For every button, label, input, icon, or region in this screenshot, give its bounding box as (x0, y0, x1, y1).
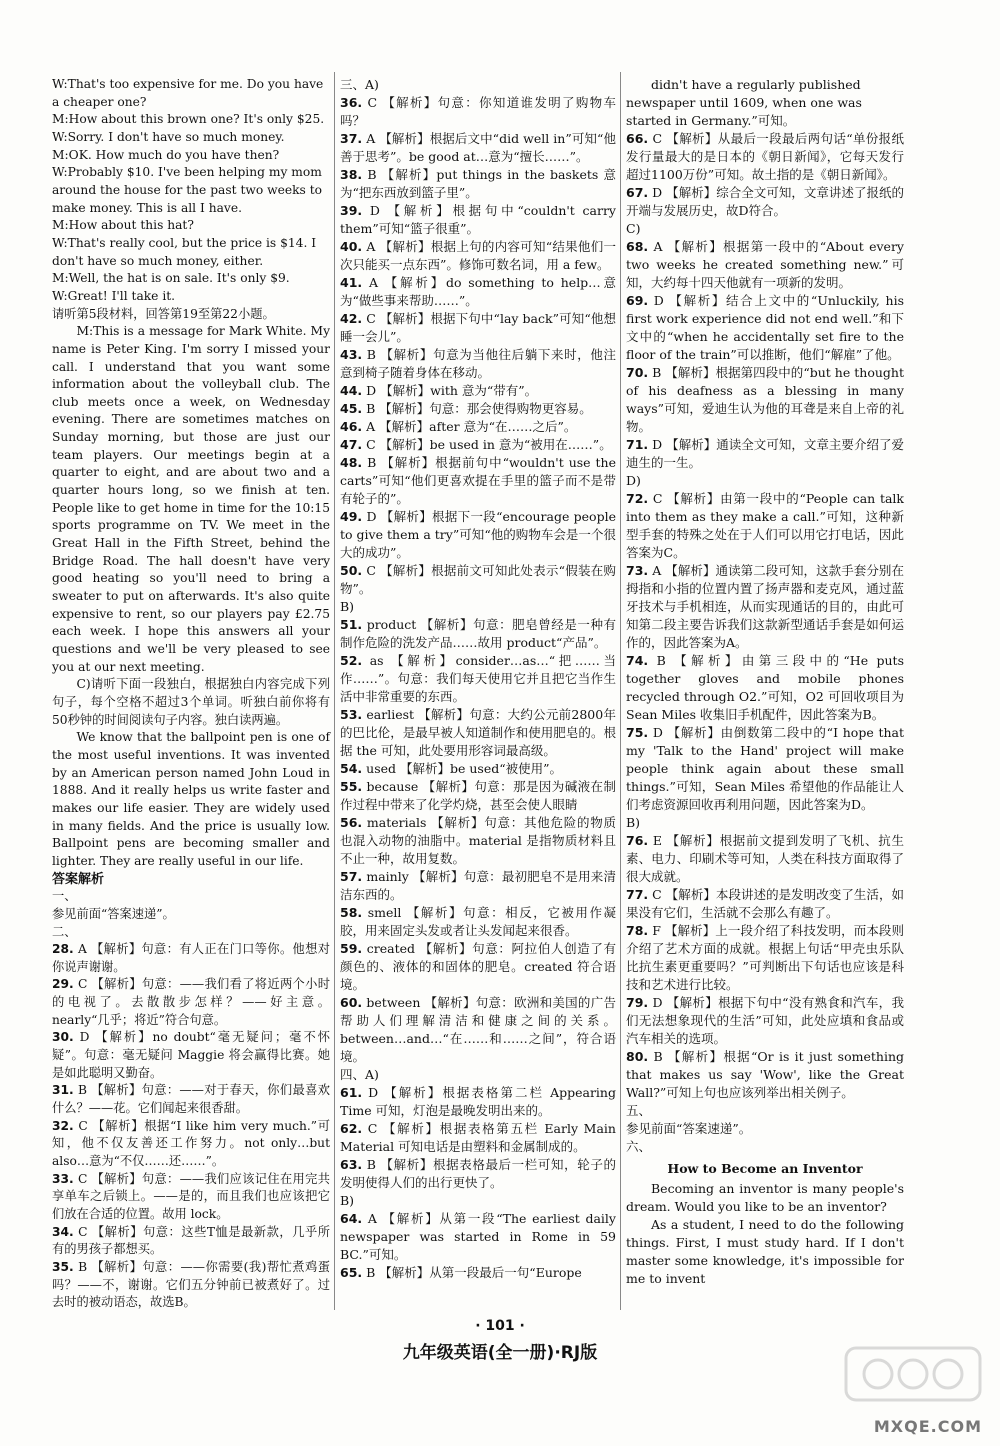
item-number: 67. (626, 185, 649, 200)
item-number: 70. (626, 365, 649, 380)
item-text: Becoming an inventor is many people's dream. Would you like to be an inventor? (626, 1181, 904, 1214)
item-text: D 【解析】由倒数第二段中的“I hope that my 'Talk to the Hand' project will make people think again about these small things.”可知，Sean Miles 希望他的作品能让人们考虑资源回收再利用问题，因此答案为D。 (626, 725, 904, 812)
item-number: 40. (340, 239, 363, 254)
text-line (52, 924, 330, 942)
item-text: B 【解析】由第三段中的“He puts together gloves and mobile phones recycled through O2.”可知，O2 可回收项目为 Sean Miles 收集旧手机配件，因此答案为B。 (626, 653, 904, 722)
item-number: 48. (340, 455, 363, 470)
item-text: B 【解析】句意为当他往后躺下来时，他注意到椅子随着身体在移动。 (340, 347, 616, 380)
item-text: M:This is a message for Mark White. My name is Peter King. I'm sorry I missed your call. I understand that you want some information about the volleyball club. The club meets once a week, on Wednesday evening. There are sometimes matches on Sunday morning, but those are just our team players. Our meetings begin at a quarter to eight, and are about two and a quarter hours long, so we finish at ten. People like to get home in time for the 10:15 sports programme on TV. We meet in the Great Hall in the Fifth Street, behind the Bridge Road. The hall doesn't have very good heating so you'll need to bring a sweater to put on afterwards. It's also quite expensive to rent, so our players pay £2.75 each week. I hope this answers all your questions and we'll be very pleased to see you at our next meeting. (52, 324, 330, 674)
item-text: M:OK. How much do you have then? (52, 147, 280, 162)
answer-item (340, 760, 616, 778)
item-number: 36. (340, 95, 363, 110)
item-text: D 【解析】根据下一段“encourage people to give them a try”可知“他的购物车会是一个很大的成功”。 (340, 509, 616, 560)
item-text: M:How about this hat? (52, 218, 194, 233)
item-number: 68. (626, 239, 649, 254)
item-text: D 【解析】结合上文中的“Unluckily, his first work experience did not end well.”和下文中的“when he accidentally set fire to the floor of the train”可以推断，他们“解雇”了他。 (626, 293, 904, 362)
answer-item (340, 778, 616, 814)
item-number: 47. (340, 437, 363, 452)
item-text: As a student, I need to do the following things. First, I must study hard. If I don't master some knowledge, it's impossible for me to invent (626, 1217, 904, 1286)
item-text: C 【解析】从最后一段最后两句话“单份报纸发行量最大的是日本的《朝日新闻》，它每天发行超过1100万份”可知。故土指的是《朝日新闻》。 (626, 131, 904, 182)
item-text: C 【解析】由第一段中的“People can talk into them as they make a call.”可知，这种新型手套的特殊之处在于人们可以用它打电话，因此答案为C。 (626, 491, 904, 560)
item-text: created 【解析】句意：阿拉伯人创造了有颜色的、液体的和固体的肥皂。created 符合语境。 (340, 941, 616, 992)
text-line (340, 1192, 616, 1210)
item-text: B 【解析】根据前句中“wouldn't use the carts”可知“他们更喜欢提在手里的篮子而不是带有轮子的”。 (340, 455, 616, 506)
item-text: W:Great! I'll take it. (52, 288, 176, 303)
item-text: product 【解析】句意：肥皂曾经是一种有制作危险的洗发产品……故用 product“产品”。 (340, 617, 616, 650)
item-number: 33. (52, 1171, 74, 1186)
answer-item (52, 1082, 330, 1117)
item-text: C 【解析】根据下句中“lay back”可知“他想睡一会儿”。 (340, 311, 616, 344)
item-text: A 【解析】do something to help…意为“做些事来帮助……”。 (340, 275, 616, 308)
item-text: E 【解析】根据前文提到发明了飞机、抗生素、电力、印刷术等可知，人类在科技方面取得了很大成就。 (626, 833, 904, 884)
item-number: 29. (52, 977, 74, 992)
item-text: B 【解析】根据表格最后一栏可知，轮子的发明使得人们的出行更快了。 (340, 1157, 616, 1190)
answer-item (340, 904, 616, 940)
answer-item (626, 1048, 904, 1102)
item-text: M:How about this brown one? It's only $25. (52, 112, 325, 127)
text-line (52, 76, 330, 111)
item-text: 参见前面“答案速递”。 (52, 906, 175, 921)
answer-item (626, 832, 904, 886)
item-text: 请听第5段材料，回答第19至第22小题。 (52, 306, 275, 321)
answer-item (626, 184, 904, 220)
item-number: 37. (340, 131, 363, 146)
text-line (52, 235, 330, 270)
answer-item (626, 994, 904, 1048)
answer-item (340, 994, 616, 1066)
item-text: F 【解析】上一段介绍了科技发明，而本段则介绍了艺术方面的成就。根据上句话“甲壳虫乐队比抗生素更重要吗？”可判断出下句话也应该是科技和艺术进行比较。 (626, 923, 904, 992)
item-number: 39. (340, 203, 363, 218)
answer-item (626, 652, 904, 724)
item-text: B 【解析】put things in the baskets 意为“把东西放到篮子里”。 (340, 167, 616, 200)
item-number: 30. (52, 1030, 74, 1045)
item-text: B 【解析】句意：那会使得购物更容易。 (366, 401, 592, 416)
item-text: 三、A) (340, 77, 379, 92)
item-text: B) (340, 1193, 355, 1208)
item-number: 42. (340, 311, 363, 326)
answer-item (340, 130, 616, 166)
item-text: C 【解析】句意：你知道谁发明了购物车吗？ (340, 95, 616, 128)
item-text: C 【解析】根据表格第五栏 Early Main Material 可知电话是由塑料和金属制成的。 (340, 1121, 616, 1154)
item-number: 43. (340, 347, 363, 362)
item-number: 59. (340, 941, 363, 956)
answer-item (52, 941, 330, 976)
answer-item (340, 1156, 616, 1192)
text-line (52, 217, 330, 235)
item-text: 五、 (626, 1103, 652, 1118)
item-number: 50. (340, 563, 363, 578)
text-line (626, 76, 904, 130)
text-line (626, 1102, 904, 1120)
answer-item (340, 274, 616, 310)
answer-item (626, 922, 904, 994)
item-number: 77. (626, 887, 649, 902)
item-number: 63. (340, 1157, 363, 1172)
answer-item (626, 724, 904, 814)
answer-item (340, 706, 616, 760)
paragraph (626, 1180, 904, 1216)
text-line (626, 472, 904, 490)
item-number: 69. (626, 293, 649, 308)
answer-item (340, 400, 616, 418)
item-text: We know that the ballpoint pen is one of the most useful inventions. It was invented by an American person named John Loud in 1888. And it really helps us write faster and makes our life easier. They are widely used in many fields. And the price is usually low. Ballpoint pens are becoming smaller and lighter. They are really useful in our life. (52, 730, 330, 868)
item-text: C 【解析】句意：这些T恤是最新款，几乎所有的男孩子都想买。 (52, 1224, 330, 1257)
item-number: 31. (52, 1083, 74, 1098)
answer-item (340, 418, 616, 436)
item-text: 参见前面“答案速递”。 (626, 1121, 752, 1136)
item-number: 44. (340, 383, 363, 398)
item-number: 55. (340, 779, 363, 794)
item-text: C 【解析】句意：——我们应该记住在用完共享单车之后锁上。——是的，而且我们也应该把它们放在合适的位置。故用 lock。 (52, 1171, 330, 1221)
item-number: 51. (340, 617, 363, 632)
item-text: D) (626, 473, 641, 488)
item-text: A 【解析】根据上句的内容可知“结果他们一次只能买一点东西”。修饰可数名词，用 a few。 (340, 239, 616, 272)
text-line (52, 906, 330, 924)
item-text: B 【解析】从第一段最后一句“Europe (366, 1265, 582, 1280)
item-number: 35. (52, 1259, 74, 1274)
answer-item (340, 940, 616, 994)
text-line (626, 220, 904, 238)
answer-item (340, 346, 616, 382)
text-line (52, 270, 330, 288)
item-text: C 【解析】本段讲述的是发明改变了生活，如果没有它们，生活就不会那么有趣了。 (626, 887, 904, 920)
item-text: C 【解析】根据前文可知此处表示“假装在购物”。 (340, 563, 616, 596)
item-number: 61. (340, 1085, 363, 1100)
item-text: didn't have a regularly published newspaper until 1609, when one was started in Germany.”可知。 (626, 77, 866, 128)
item-text: C)请听下面一段独白，根据独白内容完成下列句子，每个空格不超过3个单词。听独白前你将有50秒钟的时间阅读句子内容。独白读两遍。 (52, 677, 330, 727)
item-number: 28. (52, 942, 74, 957)
answer-item (52, 1171, 330, 1224)
answer-item (340, 1084, 616, 1120)
text-line (52, 111, 330, 129)
column-left (52, 76, 330, 1312)
watermark-text: MXQE.COM (873, 1417, 982, 1436)
item-text: B) (340, 599, 355, 614)
item-text: D 【解析】no doubt“毫无疑问；毫不怀疑”。句意：毫无疑问 Maggie 将会赢得比赛。她是如此聪明又勤奋。 (52, 1030, 330, 1080)
item-text: 二、 (52, 924, 77, 939)
answer-item (340, 814, 616, 868)
item-text: 一、 (52, 889, 77, 904)
item-text: 答案解析 (52, 871, 105, 887)
item-number: 41. (340, 275, 363, 290)
item-number: 66. (626, 131, 649, 146)
item-text: C) (626, 221, 641, 236)
answer-item (340, 382, 616, 400)
answer-item (340, 652, 616, 706)
item-number: 62. (340, 1121, 363, 1136)
answer-item (340, 562, 616, 598)
answer-item (340, 202, 616, 238)
item-number: 49. (340, 509, 363, 524)
answer-item (340, 436, 616, 454)
item-text: 六、 (626, 1139, 652, 1154)
answer-item (340, 166, 616, 202)
column-middle (340, 76, 616, 1282)
book-title: 九年级英语(全一册)·RJ版 (402, 1343, 598, 1363)
item-text: mainly 【解析】句意：最初肥皂不是用来清洁东西的。 (340, 869, 616, 902)
item-text: A 【解析】句意：有人正在门口等你。他想对你说声谢谢。 (52, 942, 330, 974)
item-text: W:Sorry. I don't have so much money. (52, 129, 285, 144)
text-line (52, 129, 330, 147)
item-text: W:Probably $10. I've been helping my mom around the house for the past two weeks to make money. This is all I have. (52, 165, 326, 215)
item-text: between 【解析】句意：欧洲和美国的广告帮助人们理解清洁和健康之间的关系。between…and…“在……和……之间”，符合语境。 (340, 995, 616, 1064)
item-number: 53. (340, 707, 363, 722)
item-number: 58. (340, 905, 363, 920)
item-number: 79. (626, 995, 649, 1010)
text-line (340, 1066, 616, 1084)
answer-item (340, 238, 616, 274)
item-text: D 【解析】通读全文可知，文章主要介绍了爱迪生的一生。 (626, 437, 904, 470)
text-line (52, 888, 330, 906)
page-number: · 101 · (475, 1318, 525, 1334)
item-text: as 【解析】consider…as…“把……当作……”。句意：我们每天使用它并且把它当作生活中非常重要的东西。 (340, 653, 616, 704)
paragraph (52, 729, 330, 870)
text-line (626, 814, 904, 832)
item-number: 52. (340, 653, 363, 668)
item-number: 56. (340, 815, 363, 830)
item-number: 32. (52, 1118, 74, 1133)
item-text: M:Well, the hat is on sale. It's only $9. (52, 271, 290, 286)
item-text: C 【解析】句意：——我们看了将近两个小时的电视了。去散散步怎样？——好主意。nearly“几乎；将近”符合句意。 (52, 977, 330, 1027)
item-text: earliest 【解析】句意：大约公元前2800年的巴比伦，是最早被人知道制作和使用肥皂的。根据 the 可知，此处要用形容词最高级。 (340, 707, 616, 758)
answer-item (626, 490, 904, 562)
item-text: C 【解析】be used in 意为“被用在……”。 (366, 437, 612, 452)
item-text: W:That's really cool, but the price is $14. I don't have so much money, either. (52, 235, 320, 268)
item-number: 64. (340, 1211, 363, 1226)
item-text: B 【解析】句意：——你需要(我)帮忙煮鸡蛋吗？——不，谢谢。它们五分钟前已被煮好了。过去时的被动语态，故选B。 (52, 1259, 330, 1310)
answer-item (52, 976, 330, 1029)
answer-item (52, 1118, 330, 1171)
text-line (626, 1120, 904, 1138)
item-text: D 【解析】根据下句中“没有熟食和汽车，我们无法想象现代的生活”可知，此处应填和食品或汽车相关的选项。 (626, 995, 904, 1046)
item-number: 73. (626, 563, 649, 578)
section-title (626, 1160, 904, 1178)
item-number: 71. (626, 437, 649, 452)
answer-item (626, 562, 904, 652)
answer-item (52, 1259, 330, 1312)
item-text: A 【解析】从第一段“The earliest daily newspaper was started in Rome in 59 BC.”可知。 (340, 1211, 616, 1262)
item-text: W:That's too expensive for me. Do you have a cheaper one? (52, 77, 328, 109)
text-line (52, 306, 330, 324)
item-text: 四、A) (340, 1067, 379, 1082)
item-number: 65. (340, 1265, 363, 1280)
paragraph (52, 323, 330, 676)
item-text: D 【解析】with 意为“带有”。 (366, 383, 538, 398)
item-text: smell 【解析】句意：相反，它被用作凝胶，用来固定头发或者让头发闻起来很香。 (340, 905, 616, 938)
item-text: D 【解析】综合全文可知，文章讲述了报纸的开端与发展历史，故D符合。 (626, 185, 904, 218)
item-number: 80. (626, 1049, 649, 1064)
item-text: B) (626, 815, 641, 830)
answer-item (340, 1264, 616, 1282)
answer-item (340, 310, 616, 346)
item-text: A 【解析】根据第一段中的“About every two weeks he created something new.”可知，大约每十四天他就有一项新的发明。 (626, 239, 904, 290)
item-text: A 【解析】after 意为“在……之后”。 (366, 419, 577, 434)
item-text: B 【解析】根据“Or is it just something that makes us say 'Wow', like the Great Wall?”可知上句也应该列举出相关例子。 (626, 1049, 905, 1100)
item-text: C 【解析】根据“I like him very much.”可知，他不仅友善还工作努力。not only…but also…意为“不仅……还……”。 (52, 1118, 330, 1169)
answer-item (626, 238, 904, 292)
text-line (340, 598, 616, 616)
item-text: B 【解析】句意：——对于春天，你们最喜欢什么？——花。它们闻起来很香甜。 (52, 1083, 330, 1116)
item-text: used 【解析】be used“被使用”。 (366, 761, 562, 776)
answer-item (340, 1120, 616, 1156)
item-number: 75. (626, 725, 649, 740)
item-number: 57. (340, 869, 363, 884)
answer-item (340, 1210, 616, 1264)
item-text: A 【解析】根据后文中“did well in”可知“他善于思考”。be good at…意为“擅长……”。 (340, 131, 616, 164)
answer-item (626, 364, 904, 436)
answer-item (340, 508, 616, 562)
paragraph (52, 676, 330, 729)
item-number: 45. (340, 401, 363, 416)
column-divider (620, 72, 621, 1310)
item-number: 76. (626, 833, 649, 848)
answer-item (626, 436, 904, 472)
paragraph (626, 1216, 904, 1288)
text-line (52, 288, 330, 306)
item-text: A 【解析】通读第二段可知，这款手套分别在拇指和小指的位置内置了扬声器和麦克风，通过蓝牙技术与手机相连，从而实现通话的目的，由此可知第二段主要告诉我们这款新型通话手套是如何运作的，因此答案为A。 (626, 563, 904, 650)
item-text: How to Become an Inventor (667, 1161, 863, 1176)
item-text: B 【解析】根据第四段中的“but he thought of his deafness as a blessing in many ways”可知，爱迪生认为他的耳聋是来自上帝的礼物。 (626, 365, 904, 434)
item-text: D 【解析】根据句中“couldn't carry them”可知“篮子很重”。 (340, 203, 616, 236)
answer-item (626, 886, 904, 922)
column-divider (334, 72, 335, 1310)
text-line (340, 76, 616, 94)
answer-item (340, 868, 616, 904)
section-heading (52, 871, 330, 889)
item-number: 78. (626, 923, 649, 938)
item-text: materials 【解析】句意：其他危险的物质也混入动物的油脂中。material 是指物质材料且不止一种，故用复数。 (340, 815, 616, 866)
item-text: because 【解析】句意：那是因为碱液在制作过程中带来了化学灼烧，甚至会使人眼睛 (340, 779, 616, 812)
item-text: D 【解析】根据表格第二栏 Appearing Time 可知，灯泡是最晚发明出来的。 (340, 1085, 616, 1118)
text-line (52, 164, 330, 217)
answer-item (340, 454, 616, 508)
item-number: 34. (52, 1224, 74, 1239)
answer-item (52, 1224, 330, 1259)
item-number: 72. (626, 491, 649, 506)
item-number: 38. (340, 167, 363, 182)
item-number: 46. (340, 419, 363, 434)
answer-item (340, 616, 616, 652)
item-number: 60. (340, 995, 363, 1010)
answer-item (52, 1029, 330, 1082)
item-number: 74. (626, 653, 649, 668)
text-line (626, 1138, 904, 1156)
answer-item (626, 130, 904, 184)
column-right (626, 76, 904, 1288)
answer-item (340, 94, 616, 130)
text-line (52, 147, 330, 165)
item-number: 54. (340, 761, 363, 776)
answer-item (626, 292, 904, 364)
